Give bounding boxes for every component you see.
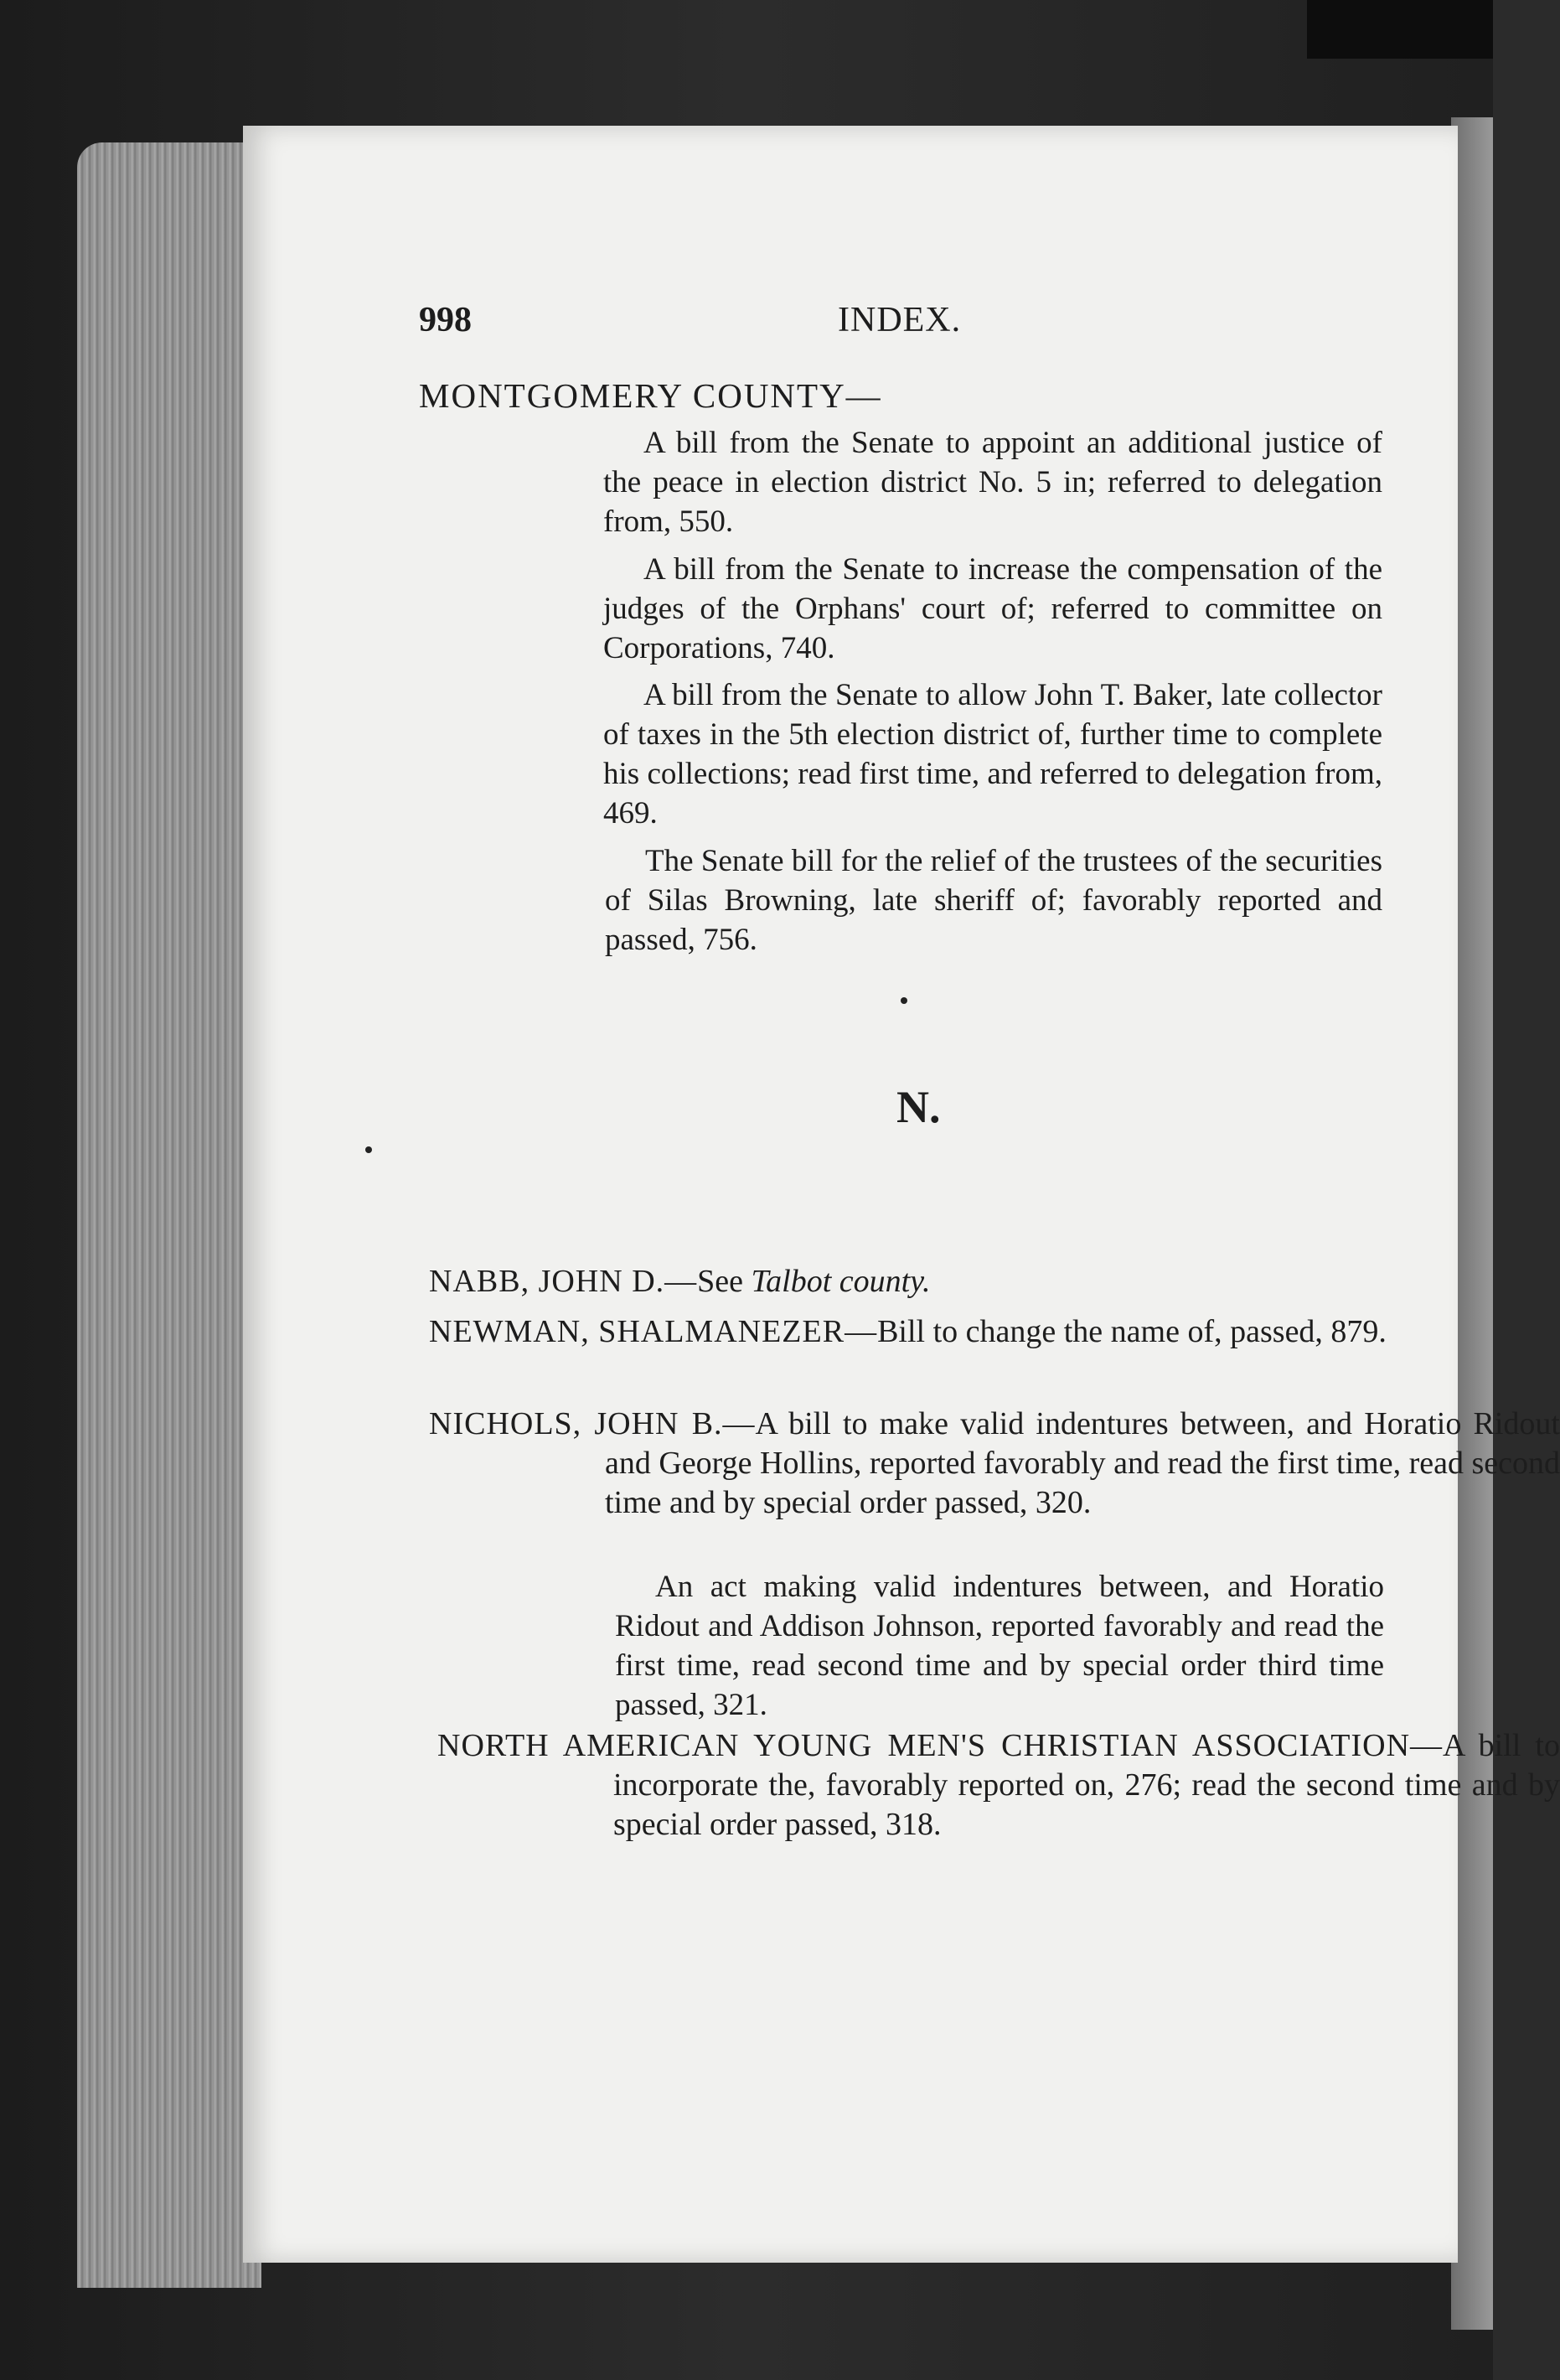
- entry-montgomery-4: The Senate bill for the relief of the trustees of the securities of Silas Browning, late sheriff of; favorably reported and passed, 756.: [605, 844, 1382, 957]
- stray-mark: [365, 1146, 372, 1153]
- entry-name: NABB, JOHN D.—: [429, 1264, 698, 1299]
- entry-name: NEWMAN, SHALMANEZER—: [429, 1314, 878, 1349]
- stray-mark: [901, 997, 907, 1004]
- entry-text: A bill to make valid indentures between, and Horatio Ridout and George Hollins, reported favorably and read the first time, read second time and by special order passed, 320.: [605, 1406, 1560, 1520]
- entry-text: Bill to change the name of, passed, 879.: [877, 1314, 1387, 1349]
- running-title: INDEX.: [838, 301, 962, 339]
- entry-montgomery-2: A bill from the Senate to increase the compensation of the judges of the Orphans' court of; referred to committee on Corporations, 740.: [603, 552, 1382, 665]
- entry-nichols: [429, 1405, 1560, 1523]
- section-heading: MONTGOMERY COUNTY—: [419, 376, 882, 415]
- entry-name: NICHOLS, JOHN B.—: [429, 1406, 756, 1441]
- entry-montgomery-3: A bill from the Senate to allow John T. Baker, late collector of taxes in the 5th election district of, further time to complete his collections; read first time, and referred to delegation from, 469.: [603, 678, 1382, 830]
- page-number: 998: [419, 301, 472, 339]
- book-page-edges: [77, 142, 261, 2288]
- entry-ymca: [437, 1726, 1560, 1844]
- see-label: See: [697, 1264, 744, 1299]
- entry-nabb: [429, 1262, 1560, 1301]
- cross-reference: Talbot county.: [751, 1264, 931, 1299]
- letter-heading: N.: [896, 1082, 941, 1132]
- entry-montgomery-1: A bill from the Senate to appoint an additional justice of the peace in election district No. 5 in; referred to delegation from, 550.: [603, 426, 1382, 539]
- entry-text: A bill to incorporate the, favorably reported on, 276; read the second time and by special order passed, 318.: [613, 1728, 1560, 1842]
- page-corner-shadow: [1307, 0, 1493, 59]
- entry-newman: [429, 1312, 1560, 1352]
- entry-name: NORTH AMERICAN YOUNG MEN'S CHRISTIAN ASSOCIATION—: [437, 1728, 1444, 1763]
- entry-nichols-sub: An act making valid indentures between, and Horatio Ridout and Addison Johnson, reported favorably and read the first time, read second time and by special order third time passed, 321.: [615, 1570, 1384, 1722]
